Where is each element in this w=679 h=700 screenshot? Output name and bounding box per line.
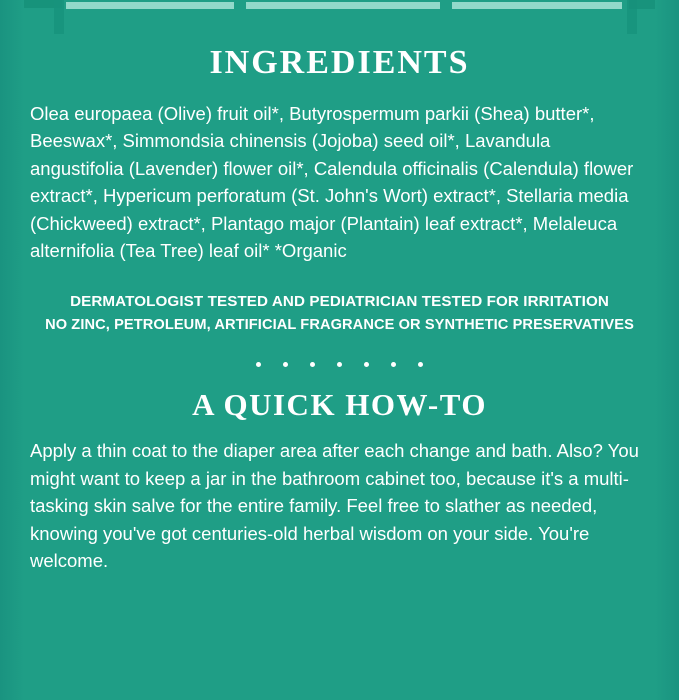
howto-instructions: Apply a thin coat to the diaper area after each change and bath. Also? You might want to keep a jar in the bathroom cabinet too, because it's a multi-tasking skin salve for the entire family. Feel free to slather as needed, knowing you've got centuries-old herbal wisdom on your side. You're welcome. [30,440,639,571]
claim-free-from: NO ZINC, PETROLEUM, ARTIFICIAL FRAGRANCE OR SYNTHETIC PRESERVATIVES [45,316,634,333]
divider-dot [283,362,288,367]
divider-dot [418,362,423,367]
divider-dot [364,362,369,367]
divider-dot [337,362,342,367]
howto-heading: A QUICK HOW-TO [192,387,487,423]
claims-block [30,290,649,336]
claim-dermatologist-tested: DERMATOLOGIST TESTED AND PEDIATRICIAN TESTED FOR IRRITATION [70,293,609,311]
divider-dot [391,362,396,367]
ingredients-list: Olea europaea (Olive) fruit oil*, Butyrospermum parkii (Shea) butter*, Beeswax*, Simmondsia chinensis (Jojoba) seed oil*, Lavandula angustifolia (Lavender) flower oil*, Calendula officinalis (Calendula) flower extract*, Hypericum perforatum (St. John's Wort) extract*, Stellaria media (Chickweed) extract*, Plantago major (Plantain) leaf extract*, Melaleuca alternifolia (Tea Tree) leaf oil* *Organic [30,103,634,261]
divider-dot [256,362,261,367]
divider-dot [310,362,315,367]
ingredients-heading: INGREDIENTS [209,44,470,81]
dot-divider [30,362,649,367]
